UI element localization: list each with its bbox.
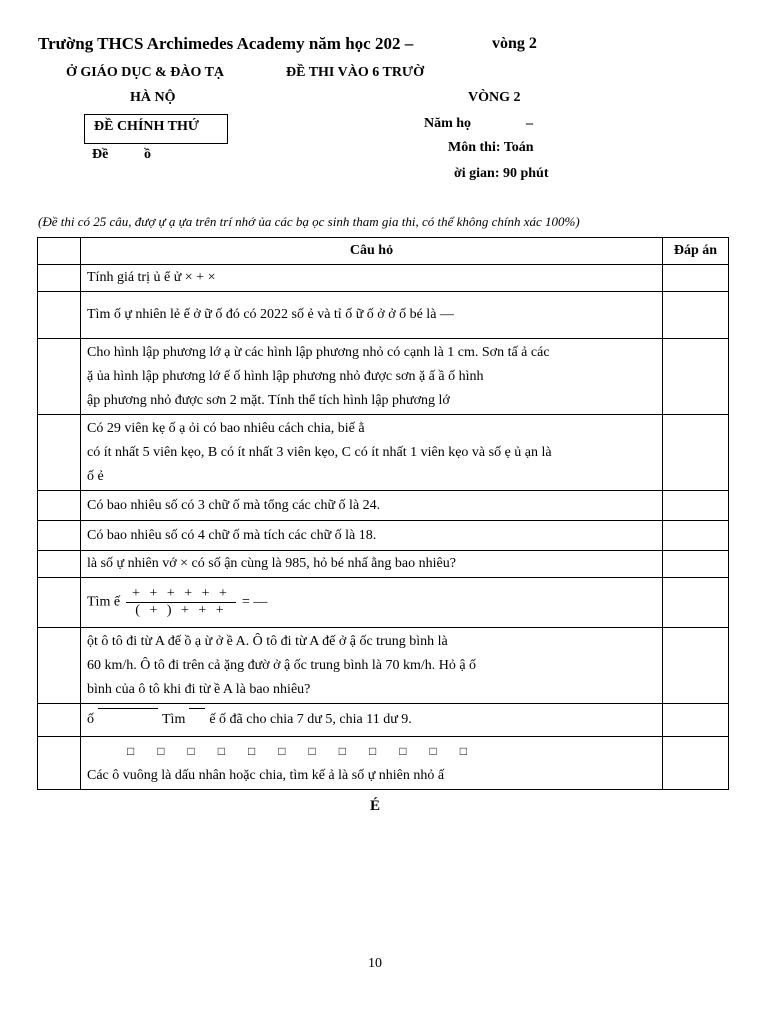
school-line: Trường THCS Archimedes Academy năm học 202 – <box>38 34 414 53</box>
question-text: = — <box>241 594 268 610</box>
table-header-row <box>38 238 729 265</box>
table-row <box>38 578 729 628</box>
question-text-line: là số ự nhiên vớ × có số ận cùng là 985, hỏ bé nhấ ằng bao nhiêu? <box>87 556 456 571</box>
table-row <box>38 265 729 292</box>
question-cell <box>81 704 663 737</box>
table-row <box>38 737 729 790</box>
school-title <box>38 34 413 54</box>
question-number-cell <box>38 491 81 521</box>
answer-column-header: Đáp án <box>663 238 729 265</box>
overline-number <box>98 708 158 733</box>
department-line: Ở GIÁO DỤC & ĐÀO TẠ <box>66 65 225 80</box>
question-number-cell <box>38 737 81 790</box>
fraction-expression <box>126 586 236 619</box>
question-cell <box>81 628 663 704</box>
exam-note: (Đề thi có 25 câu, đượ ự ạ ựa trên trí nhớ ủa các bạ ọc sinh tham gia thi, có thể không chính xác 100%) <box>38 214 580 229</box>
question-text: Tìm ế <box>87 594 121 610</box>
answer-cell[interactable] <box>663 415 729 491</box>
answer-cell[interactable] <box>663 292 729 339</box>
table-row <box>38 704 729 737</box>
question-number-cell <box>38 292 81 339</box>
question-number-cell <box>38 339 81 415</box>
round-top-label: vòng 2 <box>492 35 537 52</box>
question-cell <box>81 292 663 339</box>
question-text: ế ố đã cho chia 7 dư 5, chia 11 dư 9. <box>209 711 412 727</box>
question-text-line: ột ô tô đi từ A đế ồ ạ ừ ở ề A. Ô tô đi từ A đế ở ậ ốc trung bình là <box>87 633 448 649</box>
question-cell <box>81 415 663 491</box>
question-text-line: Cho hình lập phương lớ ạ ừ các hình lập phương nhỏ có cạnh là 1 cm. Sơn tấ ả các <box>87 344 550 360</box>
table-row <box>38 292 729 339</box>
question-cell <box>81 491 663 521</box>
question-cell <box>81 521 663 551</box>
fraction-numerator: + + + + + + <box>126 586 236 603</box>
answer-cell[interactable] <box>663 578 729 628</box>
page-number: 10 <box>368 956 382 971</box>
questions-body <box>38 265 729 790</box>
city-label: HÀ NỘ <box>130 90 176 105</box>
question-number-cell <box>38 704 81 737</box>
question-text-line: ặ ủa hình lập phương lớ ế ố hình lập phương nhỏ được sơn ặ ấ ầ ố hình <box>87 368 484 384</box>
question-text-line: Có bao nhiêu số có 3 chữ ố mà tổng các chữ ố là 24. <box>87 497 381 513</box>
question-text-line: bình của ô tô khi đi từ ề A là bao nhiêu? <box>87 681 311 697</box>
question-cell <box>81 551 663 578</box>
question-column-header: Câu hỏ <box>81 238 663 265</box>
table-row <box>38 339 729 415</box>
time-limit-label: ời gian: 90 phút <box>454 166 549 181</box>
subject-label: Môn thi: Toán <box>448 140 534 155</box>
question-text-line: ập phương nhỏ được sơn 2 mặt. Tính thể tích hình lập phương lớ <box>87 392 450 408</box>
overline-number <box>189 708 205 733</box>
question-cell <box>81 339 663 415</box>
end-mark: É <box>370 798 381 814</box>
fraction-denominator: ( + ) + + + <box>135 603 227 618</box>
question-text-line: Tính giá trị ủ ể ử × + × <box>87 270 216 285</box>
question-cell <box>81 265 663 292</box>
official-exam-label: ĐỀ CHÍNH THỨ <box>94 119 200 134</box>
number-column-header <box>38 238 81 265</box>
table-row <box>38 491 729 521</box>
question-number-cell <box>38 265 81 292</box>
question-text-line: Có bao nhiêu số có 4 chữ ố mà tích các chữ ố là 18. <box>87 527 377 543</box>
table-row <box>38 551 729 578</box>
question-text-line: Có 29 viên kẹ ố ạ ỏi có bao nhiêu cách chia, biế ằ <box>87 420 365 436</box>
questions-table <box>37 237 729 790</box>
answer-cell[interactable] <box>663 265 729 292</box>
answer-cell[interactable] <box>663 628 729 704</box>
page-count-a: Đề <box>92 147 109 162</box>
question-text: ố <box>87 711 94 727</box>
answer-cell[interactable] <box>663 704 729 737</box>
answer-cell[interactable] <box>663 737 729 790</box>
answer-cell[interactable] <box>663 551 729 578</box>
question-text-line: có ít nhất 5 viên kẹo, B có ít nhất 3 viên kẹo, C có ít nhất 1 viên kẹo và số ẹ ủ ạn là <box>87 444 552 460</box>
question-text: Các ô vuông là dấu nhân hoặc chia, tìm kế ả là số ự nhiên nhỏ ấ <box>87 767 445 783</box>
question-cell <box>81 578 663 628</box>
question-text-line: 60 km/h. Ô tô đi trên cả ặng đườ ở ậ ốc trung bình là 70 km/h. Hỏ ậ ố <box>87 657 477 673</box>
question-number-cell <box>38 578 81 628</box>
question-cell <box>81 737 663 790</box>
table-row <box>38 521 729 551</box>
exam-title: ĐỀ THI VÀO 6 TRƯỜ <box>286 65 424 80</box>
question-number-cell <box>38 628 81 704</box>
school-year-dash: – <box>526 116 533 131</box>
round-label: VÒNG 2 <box>468 90 521 105</box>
question-text: Tìm <box>162 711 186 727</box>
answer-cell[interactable] <box>663 339 729 415</box>
table-row <box>38 415 729 491</box>
question-number-cell <box>38 521 81 551</box>
school-year-label: Năm họ <box>424 116 472 131</box>
question-text-line: Tìm ố ự nhiên lẻ ế ở ữ ố đó có 2022 số ẻ và tỉ ố ữ ố ở ở ố bé là — <box>87 307 454 322</box>
answer-cell[interactable] <box>663 491 729 521</box>
answer-cell[interactable] <box>663 521 729 551</box>
question-text-line: ố ẻ <box>87 468 104 484</box>
operator-boxes: □ □ □ □ □ □ □ □ □ □ □ □ <box>127 743 477 758</box>
table-row <box>38 628 729 704</box>
question-number-cell <box>38 551 81 578</box>
question-number-cell <box>38 415 81 491</box>
page-count-b: ồ <box>144 147 151 162</box>
